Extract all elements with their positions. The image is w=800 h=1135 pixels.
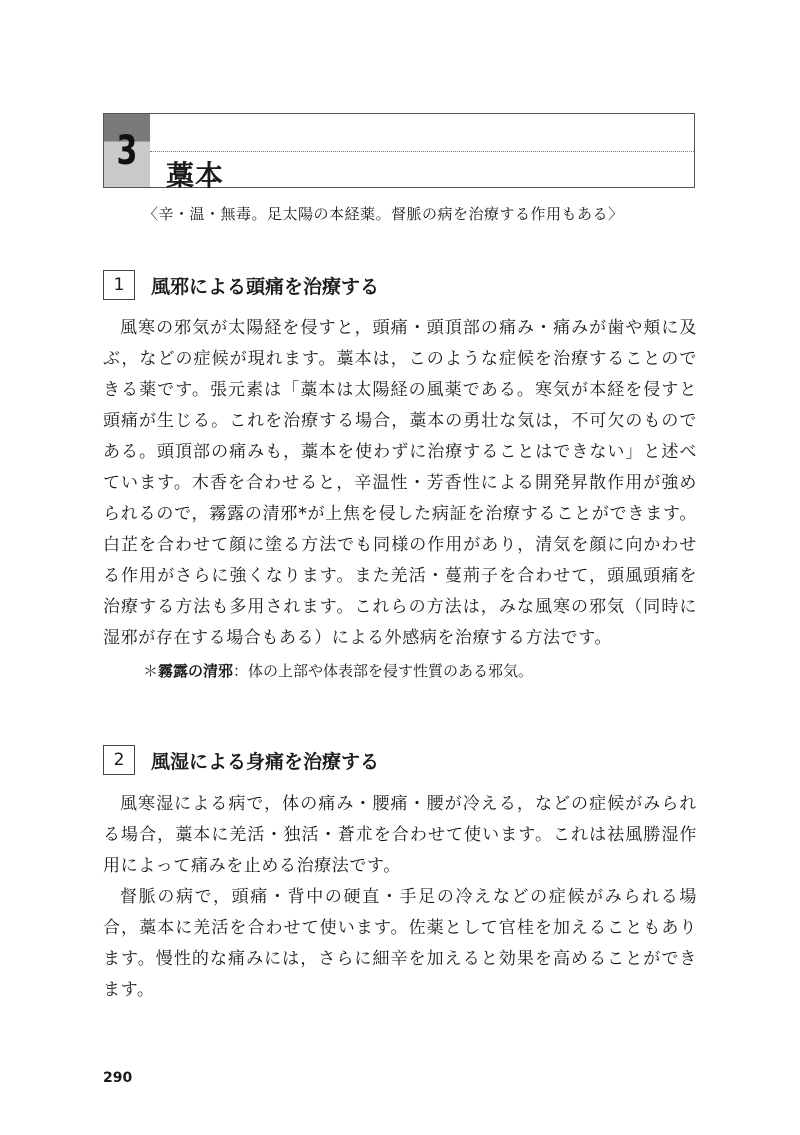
section-title: 風湿による身痛を治療する [151, 751, 380, 773]
chapter-number: 3 [116, 127, 138, 174]
paragraph: 督脈の病で，頭痛・背中の硬直・手足の冷えなどの症候がみられる場合，藁本に羌活を合わせて使います。佐薬として官桂を加えることもあります。慢性的な痛みには，さらに細辛を加えると効果を高めることができます。 [103, 887, 697, 1000]
chapter-subtitle: 〈辛・温・無毒。足太陽の本経薬。督脈の病を治療する作用もある〉 [143, 205, 624, 223]
section-number: 1 [103, 270, 135, 300]
section-2-body [103, 789, 697, 1006]
footnote-term: 霧露の清邪 [158, 662, 234, 680]
paragraph: 風寒湿による病で，体の痛み・腰痛・腰が冷える，などの症候がみられる場合，藁本に羌活・独活・蒼朮を合わせて使います。これは祛風勝湿作用によって痛みを止める治療法です。 [103, 794, 697, 876]
chapter-title: 藁本 [166, 159, 225, 192]
footnote-marker: ＊ [143, 662, 159, 680]
chapter-header [103, 113, 695, 192]
page-number: 290 [103, 1070, 133, 1086]
chapter-number-block [104, 114, 150, 187]
section-1-body [103, 313, 697, 654]
paragraph: 風寒の邪気が太陽経を侵すと，頭痛・頭頂部の痛み・痛みが歯や頬に及ぶ，などの症候が現れます。藁本は，このような症候を治療することのできる薬です。張元素は「藁本は太陽経の風薬である。寒気が本経を侵すと頭痛が生じる。これを治療する場合，藁本の勇壮な気は，不可欠のものである。頭頂部の痛みも，藁本を使わずに治療することはできない」と述べています。木香を合わせると，辛温性・芳香性による開発昇散作用が強められるので，霧露の清邪*が上焦を侵した病証を治療することができます。白芷を合わせて顔に塗る方法でも同様の作用があり，清気を顔に向かわせる作用がさらに強くなります。また羌活・蔓荊子を合わせて，頭風頭痛を治療する方法も多用されます。これらの方法は，みな風寒の邪気（同時に湿邪が存在する場合もある）による外感病を治療する方法です。 [103, 318, 697, 648]
footnote-text: ：体の上部や体表部を侵す性質のある邪気。 [233, 662, 534, 680]
footnote [143, 660, 533, 681]
chapter-dotted-rule [150, 151, 694, 152]
section-number: 2 [103, 745, 135, 775]
section-title: 風邪による頭痛を治療する [151, 276, 380, 298]
